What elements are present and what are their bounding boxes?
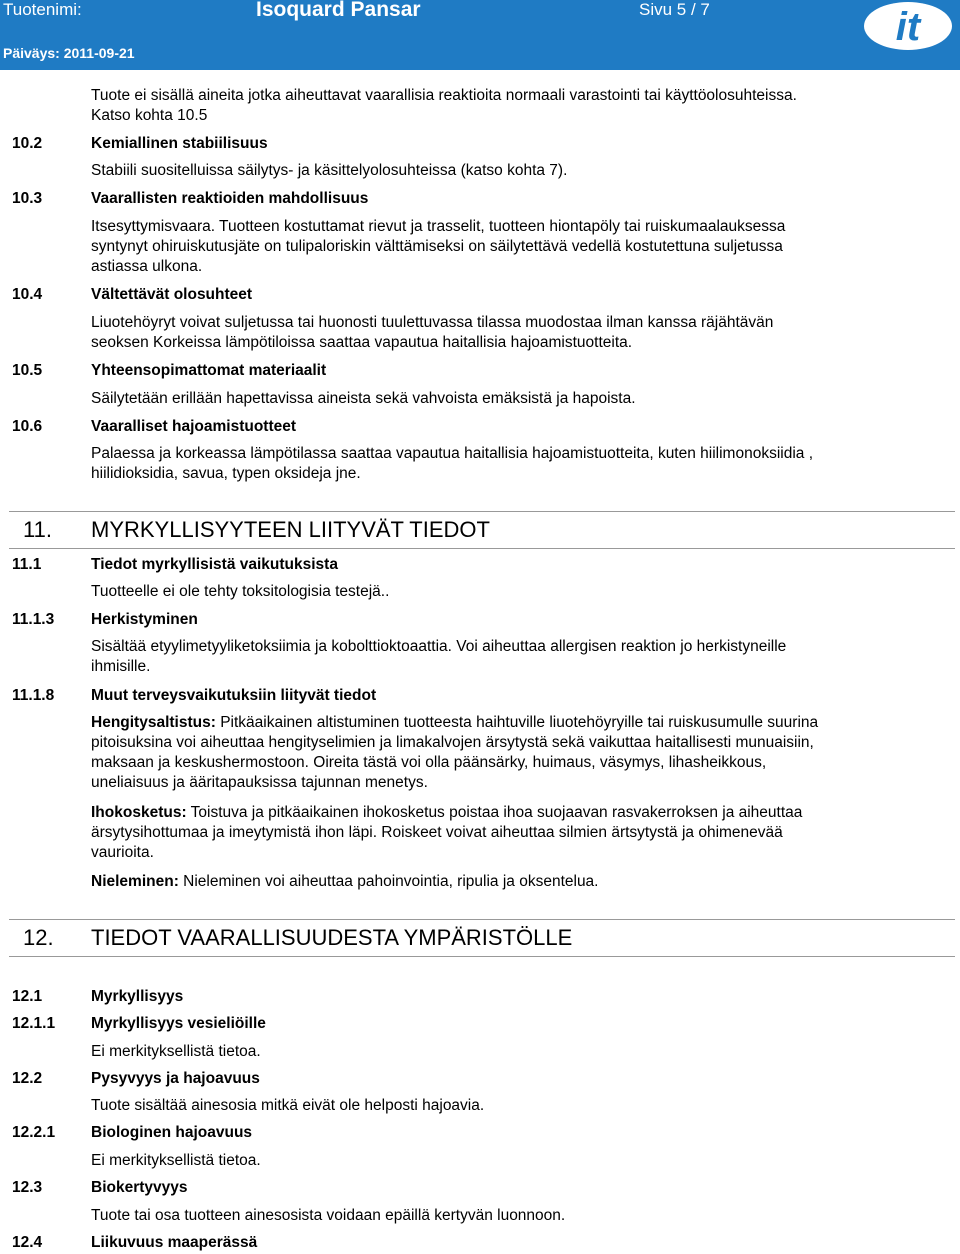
text-line: Sisältää etyylimetyyliketoksiimia ja kobolttioktoaattia. Voi aiheuttaa allergisen reaktion jo herkistyneille (91, 638, 787, 655)
text-line: pitoisuksina voi aiheuttaa hengityselimien ja limakalvojen ärsytystä sekä vaikuttaa haitallisesti munuaisiin, (91, 734, 814, 751)
section-title: TIEDOT VAARALLISUUDESTA YMPÄRISTÖLLE (91, 925, 573, 950)
document-date: Päiväys: 2011-09-21 (3, 45, 135, 61)
section-title: Biokertyvyys (91, 1179, 188, 1196)
section-number: 12.3 (12, 1179, 43, 1196)
section-number: 12.1.1 (12, 1015, 56, 1032)
text-line: vaurioita. (91, 844, 154, 861)
inhalation-text: Pitkäaikainen altistuminen tuotteesta haihtuville liuotehöyryille tai ruiskusumulle suurina (215, 714, 819, 731)
section-title: Vältettävät olosuhteet (91, 286, 253, 303)
product-name-label: Tuotenimi: (3, 0, 82, 19)
text-line: Itsesyttymisvaara. Tuotteen kostuttamat rievut ja trasselit, tuotteen hiontapöly tai ruiskumaalauksessa (91, 218, 786, 235)
text-line: Palaessa ja korkeassa lämpötilassa saattaa vapautua haitallisia hajoamistuotteita, kuten hiilimonoksiidia , (91, 445, 814, 462)
product-name: Isoquard Pansar (256, 0, 421, 21)
section-number: 11. (23, 517, 52, 542)
section-title: Tiedot myrkyllisistä vaikutuksista (91, 556, 338, 573)
section-number: 10.6 (12, 418, 43, 435)
text-line: syntynyt ohiruiskutusjäte on tulipaloriskin välttämiseksi on säilytettävä vedellä kostutettuna suljetussa (91, 238, 783, 255)
section-title: Myrkyllisyys vesieliöille (91, 1015, 266, 1032)
section-title: Yhteensopimattomat materiaalit (91, 362, 327, 379)
section-number: 10.4 (12, 286, 43, 303)
text-line: Säilytetään erillään hapettavissa aineista sekä vahvoista emäksistä ja hapoista. (91, 390, 636, 407)
section-title: Pysyvyys ja hajoavuus (91, 1070, 260, 1087)
section-title: Vaarallisten reaktioiden mahdollisuus (91, 190, 369, 207)
section-title: MYRKYLLISYYTEEN LIITYVÄT TIEDOT (91, 517, 490, 542)
text-line: Katso kohta 10.5 (91, 107, 208, 124)
svg-text:it: it (895, 5, 921, 49)
section-number: 11.1.8 (12, 687, 55, 704)
text-line: Tuote sisältää ainesosia mitkä eivät ole helposti hajoavia. (91, 1097, 485, 1114)
text-line: Tuotteelle ei ole tehty toksitologisia testejä.. (91, 583, 390, 600)
section-number: 12.2.1 (12, 1124, 56, 1141)
text-line: astiassa ulkona. (91, 258, 203, 275)
section-title: Muut terveysvaikutuksiin liityvät tiedot (91, 687, 377, 704)
skin-contact-label: Ihokosketus: (91, 804, 187, 821)
section-number: 12. (23, 925, 54, 950)
company-logo (862, 0, 954, 52)
text-line (91, 713, 818, 733)
section-number: 12.2 (12, 1070, 43, 1087)
section-title: Kemiallinen stabiilisuus (91, 135, 268, 152)
text-line: ärsytysihottumaa ja imeytymistä ihon läpi. Roiskeet voivat aiheuttaa silmien ärtsytystä ja ohimenevää (91, 824, 783, 841)
ingestion-text: Nieleminen voi aiheuttaa pahoinvointia, ripulia ja oksentelua. (178, 873, 599, 890)
page-number: Sivu 5 / 7 (639, 0, 710, 19)
text-line: maksaan ja keskushermostoon. Oireita tästä voi olla päänsärky, huimaus, väsymys, lihasheikkous, (91, 754, 767, 771)
text-line: Ei merkityksellistä tietoa. (91, 1152, 261, 1169)
text-line: uneliaisuus ja ääritapauksissa tajunnan menetys. (91, 774, 428, 791)
section-number: 10.2 (12, 135, 43, 152)
text-line: Tuote ei sisällä aineita jotka aiheuttavat vaarallisia reaktioita normaali varastointi tai käyttöolosuhteissa. (91, 87, 797, 104)
text-line (91, 872, 599, 892)
page-header (0, 0, 960, 70)
section-number: 10.3 (12, 190, 43, 207)
section-title: Liikuvuus maaperässä (91, 1234, 258, 1251)
section-title: Biologinen hajoavuus (91, 1124, 253, 1141)
section-heading-12 (9, 919, 955, 957)
text-line: Stabiili suositelluissa säilytys- ja käsittelyolosuhteissa (katso kohta 7). (91, 162, 568, 179)
section-number: 11.1.3 (12, 611, 55, 628)
section-title: Myrkyllisyys (91, 988, 184, 1005)
section-number: 11.1 (12, 556, 42, 573)
text-line: seoksen Korkeissa lämpötiloissa saattaa vapautua haitallisia hajoamistuotteita. (91, 334, 633, 351)
ingestion-label: Nieleminen: (91, 873, 179, 890)
inhalation-label: Hengitysaltistus: (91, 714, 216, 731)
section-number: 12.4 (12, 1234, 43, 1251)
section-title: Herkistyminen (91, 611, 198, 628)
section-number: 10.5 (12, 362, 43, 379)
section-heading-11 (9, 511, 955, 549)
text-line: Ei merkityksellistä tietoa. (91, 1043, 261, 1060)
text-line: Liuotehöyryt voivat suljetussa tai huonosti tuulettuvassa tilassa muodostaa ilman kanssa räjähtävän (91, 314, 774, 331)
text-line: hiilidioksidia, savua, typen oksideja jne. (91, 465, 361, 482)
section-title: Vaaralliset hajoamistuotteet (91, 418, 297, 435)
skin-contact-text: Toistuva ja pitkäaikainen ihokosketus poistaa ihoa suojaavan rasvakerroksen ja aiheuttaa (186, 804, 803, 821)
text-line: ihmisille. (91, 658, 151, 675)
section-number: 12.1 (12, 988, 43, 1005)
text-line: Tuote tai osa tuotteen ainesosista voidaan epäillä kertyvän luonnoon. (91, 1207, 566, 1224)
text-line (91, 803, 802, 823)
